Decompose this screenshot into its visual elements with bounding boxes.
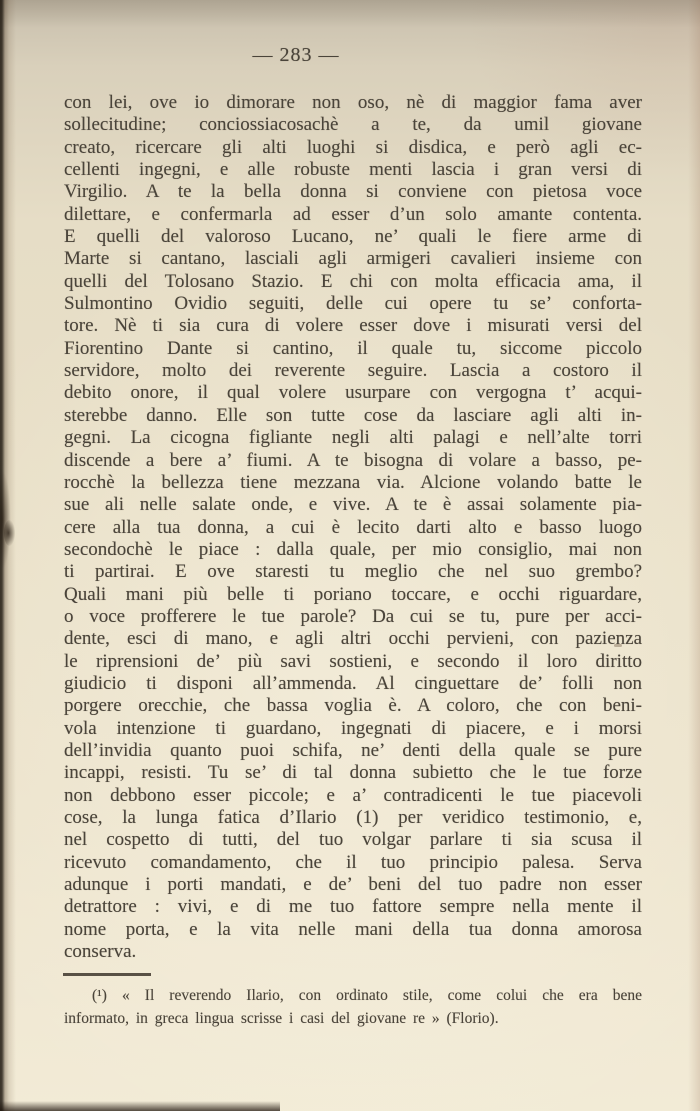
body-line: rocchè la bellezza tiene mezzana via. Alcione volando batte le <box>64 471 642 493</box>
body-line: Marte si cantano, lasciali agli armigeri cavalieri insieme con <box>64 248 642 270</box>
body-line: sollecitudine; conciossiacosachè a te, da umil giovane <box>64 114 642 136</box>
body-line: Sulmontino Ovidio seguiti, delle cui opere tu se’ conforta- <box>64 293 642 315</box>
body-line: secondochè le piace : dalla quale, per mio consiglio, mai non <box>64 538 642 560</box>
body-line: Virgilio. A te la bella donna si conviene con pietosa voce <box>64 181 642 203</box>
body-line: porgere orecchie, che bassa voglia è. A coloro, che con beni- <box>64 695 642 717</box>
body-line: discende a bere a’ fiumi. A te bisogna di volare a basso, pe- <box>64 449 642 471</box>
body-line: sue ali nelle salate onde, e vive. A te è assai solamente pia- <box>64 494 642 516</box>
body-line: ti partirai. E ove staresti tu meglio che nel suo grembo? <box>64 561 642 583</box>
body-line: Quali mani più belle ti poriano toccare, e occhi riguardare, <box>64 583 642 605</box>
body-line: ricevuto comandamento, che il tuo principio palesa. Serva <box>64 851 642 873</box>
body-text <box>64 92 642 963</box>
ink-smudge <box>4 520 15 546</box>
body-line: giudicio ti disponi all’ammenda. Al cinguettare de’ folli non <box>64 672 642 694</box>
body-line: Fiorentino Dante si cantino, il quale tu, siccome piccolo <box>64 337 642 359</box>
body-line: con lei, ove io dimorare non oso, nè di maggior fama aver <box>64 92 642 113</box>
body-line: dilettare, e confermarla ad esser d’un solo amante contenta. <box>64 203 642 225</box>
body-line: servidore, molto dei reverente seguire. Lascia a costoro il <box>64 360 642 382</box>
body-line: nel cospetto di tutti, del tuo volgar parlare ti sia scusa il <box>64 829 642 851</box>
body-line: cere alla tua donna, a cui è lecito darti alto e basso luogo <box>64 516 642 538</box>
body-line: non debbono esser piccole; e a’ contradicenti le tue piacevoli <box>64 784 642 806</box>
body-line: gegni. La cicogna figliante negli alti palagi e nell’alte torri <box>64 427 642 449</box>
body-line: quelli del Tolosano Stazio. E chi con molta efficacia ama, il <box>64 270 642 292</box>
page-edge-shadow-top <box>0 0 700 28</box>
body-line: incappi, resisti. Tu se’ di tal donna subietto che le tue forze <box>64 762 642 784</box>
footnote-separator <box>63 973 151 976</box>
body-line: cellenti ingegni, e alle robuste menti lascia i gran versi di <box>64 159 642 181</box>
body-line: creato, ricercare gli alti luoghi si disdica, e però agli ec- <box>64 136 642 158</box>
page-edge-shadow-left <box>0 0 16 1111</box>
page-edge-shadow-bottom <box>0 1101 280 1111</box>
body-line: debito onore, il qual volere usurpare con vergogna t’ acqui- <box>64 382 642 404</box>
footnote-line: informato, in greca lingua scrisse i casi del giovane re » (Florio). <box>64 1010 499 1027</box>
body-line: nome porta, e la vita nelle mani della tua donna amorosa <box>64 918 642 940</box>
footnote-line: (¹) « Il reverendo Ilario, con ordinato stile, come colui che era bene <box>92 987 642 1004</box>
body-line: o voce profferere le tue parole? Da cui se tu, pure per acci- <box>64 605 642 627</box>
page-number: — 283 — <box>252 44 340 66</box>
body-line: dente, esci di mano, e agli altri occhi pervieni, con pazienza <box>64 628 642 650</box>
body-line: le riprensioni de’ più savi sostieni, e secondo il loro diritto <box>64 650 642 672</box>
body-line: vola intenzione ti guardano, ingegnati di piacere, e i morsi <box>64 717 642 739</box>
body-line: cose, la lunga fatica d’Ilario (1) per veridico testimonio, e, <box>64 807 642 828</box>
body-line: adunque i porti mandati, e de’ beni del tuo padre non esser <box>64 874 642 896</box>
body-line: E quelli del valoroso Lucano, ne’ quali le fiere arme di <box>64 226 642 248</box>
body-line: tore. Nè ti sia cura di volere esser dove i misurati versi del <box>64 315 642 337</box>
body-line: sterebbe danno. Elle son tutte cose da lasciare agli alti in- <box>64 404 642 426</box>
body-line: dell’invidia quanto puoi schifa, ne’ denti della quale se pure <box>64 739 642 761</box>
page-edge-shadow-right <box>688 0 700 1111</box>
body-line: conserva. <box>64 941 137 963</box>
footnote-text <box>64 984 642 1030</box>
body-line: detrattore : vivi, e di me tuo fattore sempre nella mente il <box>64 896 642 918</box>
